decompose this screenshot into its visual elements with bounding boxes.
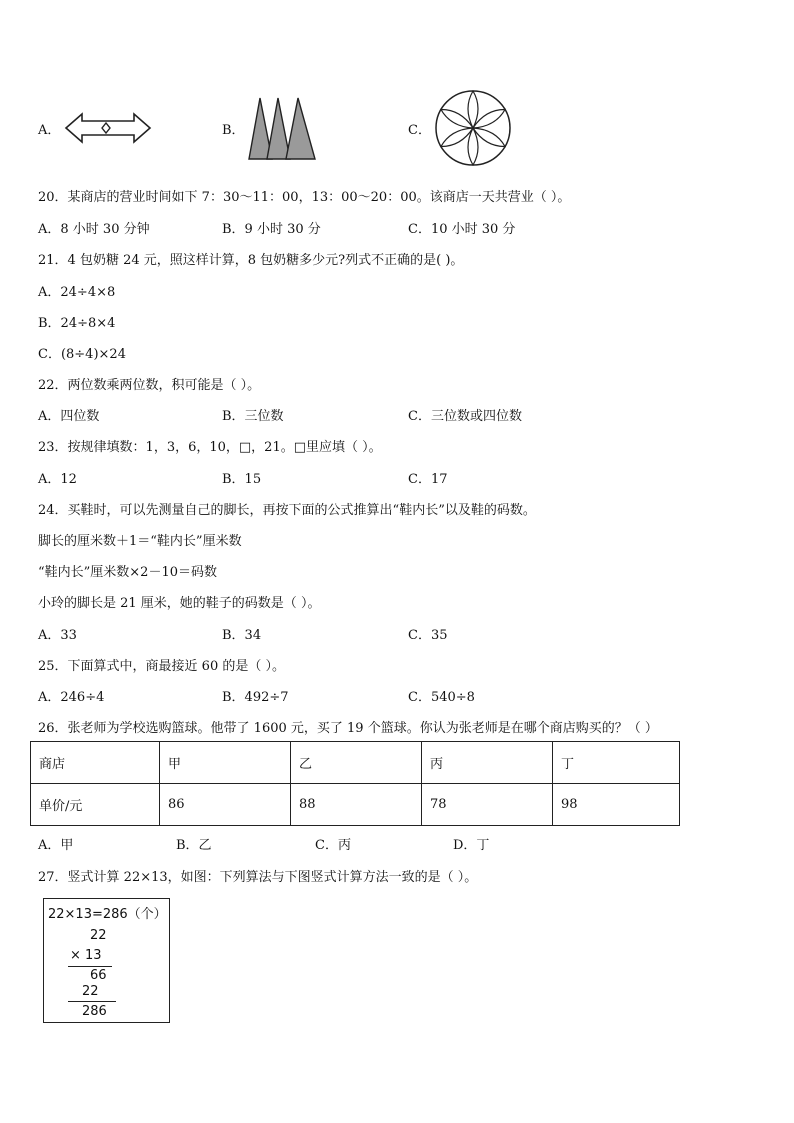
- q24-formula-2: “鞋内长”厘米数×2－10＝码数: [38, 565, 217, 580]
- q20-option-c: C．10 小时 30 分: [408, 222, 516, 237]
- q25-option-c: C．540÷8: [408, 690, 475, 705]
- table-cell: 丙: [422, 742, 553, 784]
- calc-multiplicand: 22: [90, 928, 107, 943]
- table-cell: 98: [553, 784, 680, 826]
- price-table: [30, 741, 680, 826]
- calc-rule-1: [68, 966, 112, 967]
- table-cell: 丁: [553, 742, 680, 784]
- q23-option-a: A．12: [38, 472, 77, 487]
- q21-stem: 21．4 包奶糖 24 元，照这样计算，8 包奶糖多少元?列式不正确的是( )。: [38, 253, 464, 268]
- table-cell: 78: [422, 784, 553, 826]
- calc-title: 22×13=286（个）: [48, 907, 167, 922]
- q26-stem: 26．张老师为学校选购篮球。他带了 1600 元，买了 19 个篮球。你认为张老师是在哪个商店购买的？（ ）: [38, 721, 658, 736]
- table-cell: 乙: [291, 742, 422, 784]
- table-cell: 86: [160, 784, 291, 826]
- q19-option-b-label: B．: [222, 123, 245, 138]
- three-triangles-shape-icon: [246, 95, 318, 161]
- q23-option-b: B．15: [222, 472, 262, 487]
- calc-partial-2: 22: [82, 984, 99, 999]
- q22-option-a: A．四位数: [38, 409, 100, 424]
- q22-stem: 22．两位数乘两位数，积可能是（ ）。: [38, 378, 261, 393]
- flower-in-circle-shape-icon: [433, 88, 513, 168]
- q21-option-c: C．(8÷4)×24: [38, 347, 126, 362]
- q24-formula-1: 脚长的厘米数＋1＝“鞋内长”厘米数: [38, 534, 242, 549]
- q20-option-b: B．9 小时 30 分: [222, 222, 321, 237]
- q26-option-b: B．乙: [176, 838, 212, 853]
- calc-partial-1: 66: [90, 968, 107, 983]
- q21-option-a: A．24÷4×8: [38, 285, 116, 300]
- q26-option-a: A．甲: [38, 838, 74, 853]
- vertical-calculation-box: [43, 898, 170, 1023]
- q25-option-a: A．246÷4: [38, 690, 105, 705]
- double-arrow-shape-icon: [64, 111, 152, 145]
- q19-option-c-label: C．: [408, 123, 431, 138]
- q19-option-a-label: A．: [38, 123, 61, 138]
- calc-rule-2: [68, 1001, 116, 1002]
- q21-option-b: B．24÷8×4: [38, 316, 116, 331]
- table-cell: 甲: [160, 742, 291, 784]
- q22-option-b: B．三位数: [222, 409, 284, 424]
- table-cell: 88: [291, 784, 422, 826]
- q20-stem: 20．某商店的营业时间如下 7：30～11：00，13：00～20：00。该商店一天共营业（ ）。: [38, 190, 571, 205]
- q25-option-b: B．492÷7: [222, 690, 289, 705]
- calc-multiplier: × 13: [70, 948, 102, 963]
- q25-stem: 25．下面算式中，商最接近 60 的是（ ）。: [38, 659, 285, 674]
- q26-option-d: D．丁: [453, 838, 490, 853]
- q24-option-b: B．34: [222, 628, 262, 643]
- table-row-prices: [31, 784, 680, 826]
- q24-option-a: A．33: [38, 628, 77, 643]
- q24-stem: 24．买鞋时，可以先测量自己的脚长，再按下面的公式推算出“鞋内长”以及鞋的码数。: [38, 503, 536, 518]
- q24-question: 小玲的脚长是 21 厘米，她的鞋子的码数是（ ）。: [38, 596, 321, 611]
- q23-stem: 23．按规律填数：1，3，6，10，□，21。□里应填（ ）。: [38, 440, 382, 455]
- q27-stem: 27．竖式计算 22×13，如图：下列算法与下图竖式计算方法一致的是（ ）。: [38, 870, 478, 885]
- table-row-header: [31, 742, 680, 784]
- calc-result: 286: [82, 1004, 107, 1019]
- table-cell: 商店: [31, 742, 160, 784]
- q22-option-c: C．三位数或四位数: [408, 409, 522, 424]
- q26-option-c: C．丙: [315, 838, 351, 853]
- q23-option-c: C．17: [408, 472, 448, 487]
- table-cell: 单价/元: [31, 784, 160, 826]
- q24-option-c: C．35: [408, 628, 448, 643]
- q20-option-a: A．8 小时 30 分钟: [38, 222, 150, 237]
